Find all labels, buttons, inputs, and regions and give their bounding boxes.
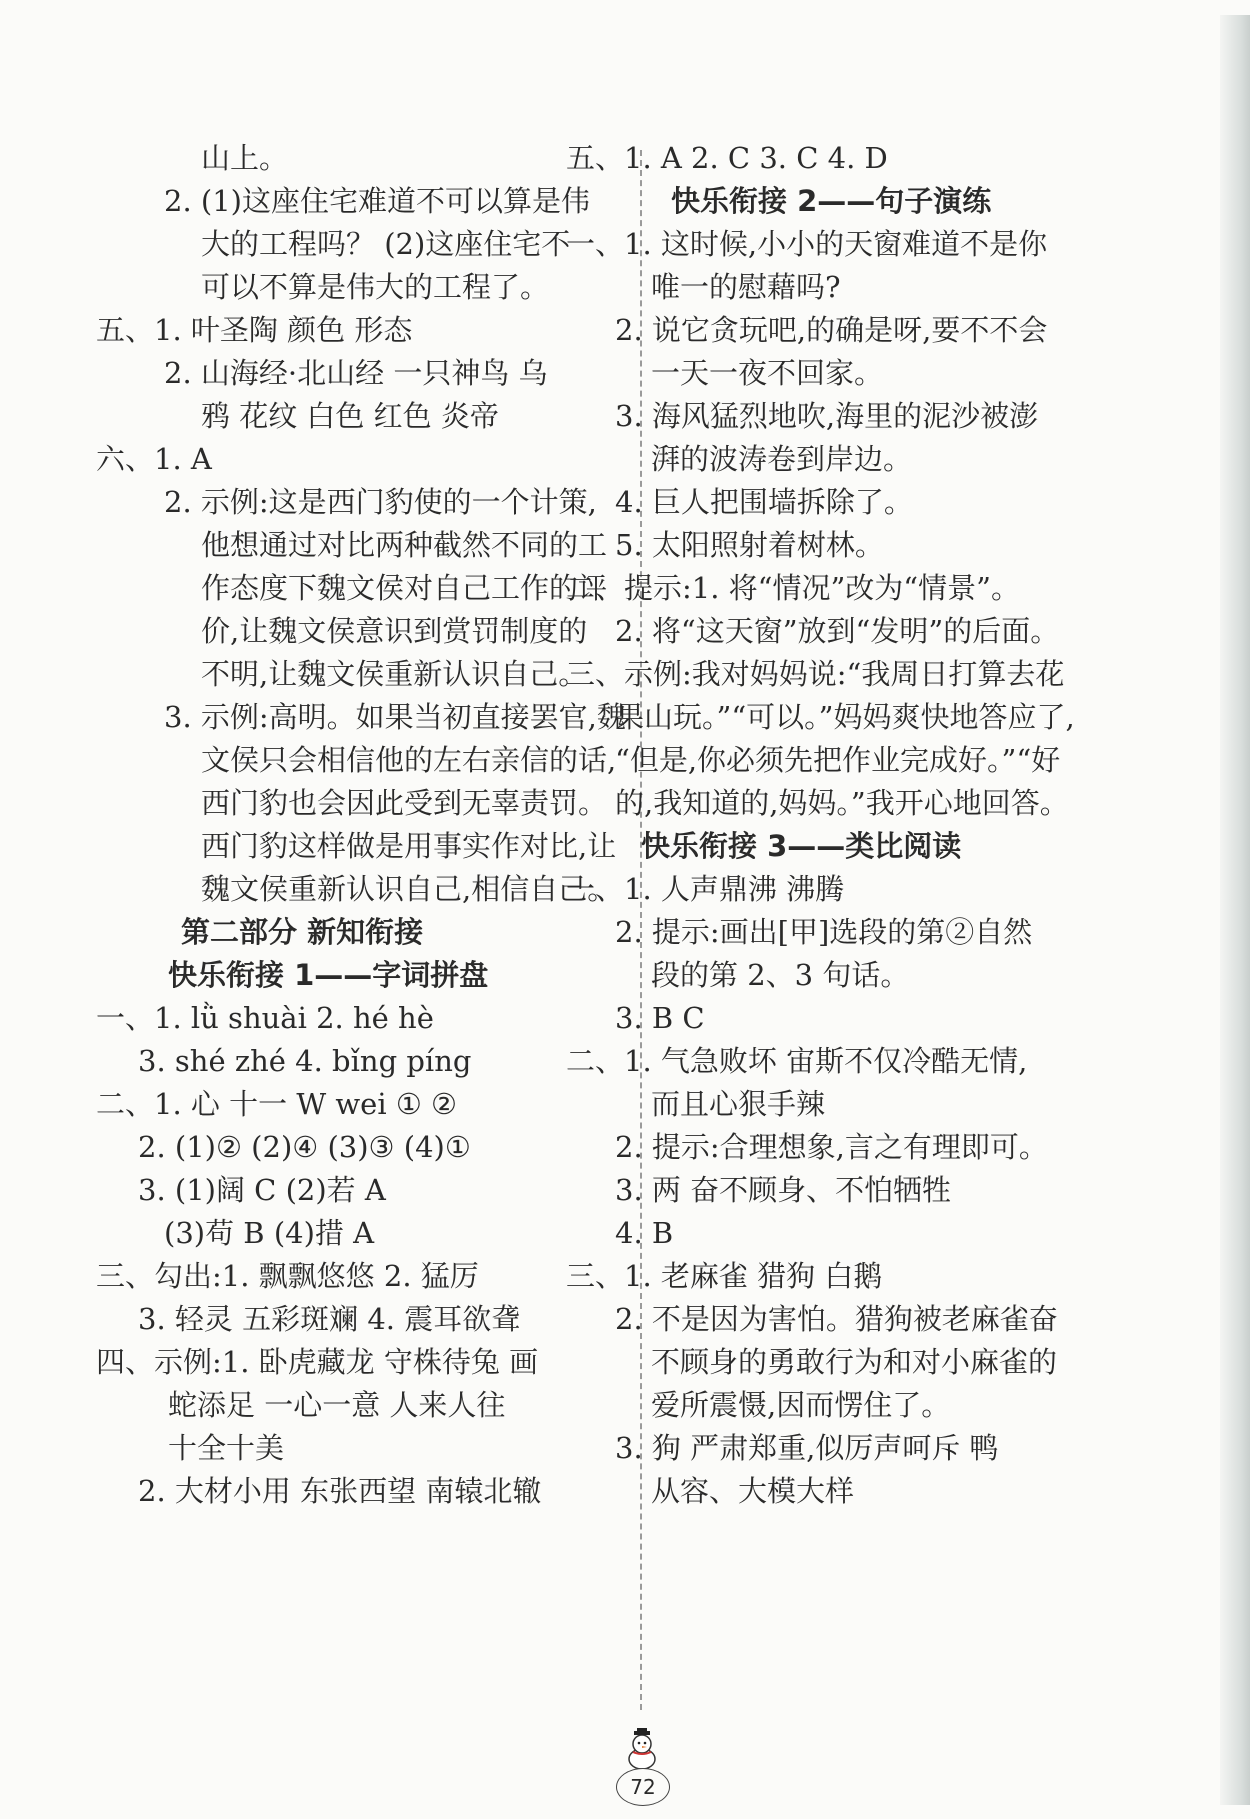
answer-line: 不明,让魏文侯重新认识自己。	[201, 657, 588, 691]
answer-line: 不顾身的勇敢行为和对小麻雀的	[651, 1345, 1058, 1379]
answer-line: 五、1. A 2. C 3. C 4. D	[566, 141, 888, 175]
answer-line: 蛇添足 一心一意 人来人往	[168, 1388, 506, 1422]
answer-line: 2. (1)这座住宅难道不可以算是伟	[164, 184, 590, 218]
answer-line: 三、勾出:1. 飘飘悠悠 2. 猛厉	[96, 1259, 479, 1293]
answer-line: 可以不算是伟大的工程了。	[201, 270, 550, 304]
answer-line: 十全十美	[168, 1431, 285, 1465]
answer-line: “但是,你必须先把作业完成好。”“好	[615, 743, 1061, 777]
answer-line: 3. 示例:高明。如果当初直接罢官,魏	[164, 700, 626, 734]
answer-line: (3)苟 B (4)措 A	[164, 1216, 375, 1250]
answer-line: 西门豹也会因此受到无辜责罚。	[201, 786, 608, 820]
answer-line: 段的第 2、3 句话。	[651, 958, 910, 992]
page-edge-shadow	[1220, 15, 1250, 1805]
answer-line: 二、1. 气急败坏 宙斯不仅冷酷无情,	[566, 1044, 1028, 1078]
answer-line: 西门豹这样做是用事实作对比,让	[201, 829, 617, 863]
answer-line: 唯一的慰藉吗?	[651, 270, 841, 304]
answer-line: 3. (1)阔 C (2)若 A	[138, 1173, 386, 1207]
section-heading: 快乐衔接 1——字词拼盘	[168, 958, 489, 992]
answer-line: 3. B C	[615, 1001, 705, 1035]
answer-line: 5. 太阳照射着树林。	[615, 528, 884, 562]
answer-line: 二、1. 心 十一 W wei ① ②	[96, 1087, 458, 1121]
answer-line: 一、1. lǜ shuài 2. hé hè	[96, 1001, 434, 1035]
answer-line: 果山玩。”“可以。”妈妈爽快地答应了,	[615, 700, 1075, 734]
answer-line: 的,我知道的,妈妈。”我开心地回答。	[615, 786, 1069, 820]
section-heading: 快乐衔接 3——类比阅读	[641, 829, 962, 863]
answer-line: 他想通过对比两种截然不同的工	[201, 528, 608, 562]
answer-line: 3. 海风猛烈地吹,海里的泥沙被澎	[615, 399, 1039, 433]
answer-line: 价,让魏文侯意识到赏罚制度的	[201, 614, 588, 648]
answer-line: 文侯只会相信他的左右亲信的话,	[201, 743, 617, 777]
answer-line: 2. 说它贪玩吧,的确是呀,要不不会	[615, 313, 1048, 347]
answer-line: 一、1. 人声鼎沸 沸腾	[566, 872, 845, 906]
answer-line: 2. (1)② (2)④ (3)③ (4)①	[138, 1130, 471, 1164]
section-heading: 第二部分 新知衔接	[181, 915, 424, 949]
answer-line: 2. 将“这天窗”放到“发明”的后面。	[615, 614, 1060, 648]
answer-line: 五、1. 叶圣陶 颜色 形态	[96, 313, 413, 347]
answer-line: 4. 巨人把围墙拆除了。	[615, 485, 913, 519]
answer-line: 三、示例:我对妈妈说:“我周日打算去花	[566, 657, 1065, 691]
answer-line: 4. B	[615, 1216, 674, 1250]
answer-line: 鸦 花纹 白色 红色 炎帝	[201, 399, 499, 433]
answer-line: 2. 不是因为害怕。猎狗被老麻雀奋	[615, 1302, 1058, 1336]
answer-line: 3. shé zhé 4. bǐng píng	[138, 1044, 472, 1078]
answer-line: 六、1. A	[96, 442, 212, 476]
answer-line: 山上。	[201, 141, 289, 175]
answer-line: 2. 提示:合理想象,言之有理即可。	[615, 1130, 1048, 1164]
answer-line: 而且心狠手辣	[651, 1087, 826, 1121]
answer-line: 3. 两 奋不顾身、不怕牺牲	[615, 1173, 952, 1207]
answer-line: 二、提示:1. 将“情况”改为“情景”。	[566, 571, 1020, 605]
answer-line: 2. 示例:这是西门豹使的一个计策,	[164, 485, 597, 519]
answer-line: 2. 提示:画出[甲]选段的第②自然	[615, 915, 1033, 949]
section-heading: 快乐衔接 2——句子演练	[671, 184, 992, 218]
page-number: 72	[616, 1768, 670, 1806]
answer-line: 作态度下魏文侯对自己工作的评	[201, 571, 608, 605]
answer-line: 3. 轻灵 五彩斑斓 4. 震耳欲聋	[138, 1302, 521, 1336]
answer-line: 魏文侯重新认识自己,相信自己。	[201, 872, 617, 906]
answer-line: 2. 山海经·北山经 一只神鸟 乌	[164, 356, 548, 390]
answer-line: 爱所震慑,因而愣住了。	[651, 1388, 951, 1422]
answer-line: 三、1. 老麻雀 猎狗 白鹅	[566, 1259, 883, 1293]
answer-line: 大的工程吗？ (2)这座住宅不	[201, 227, 571, 261]
answer-line: 一、1. 这时候,小小的天窗难道不是你	[566, 227, 1048, 261]
answer-line: 从容、大模大样	[651, 1474, 855, 1508]
answer-line: 湃的波涛卷到岸边。	[651, 442, 913, 476]
answer-line: 3. 狗 严肃郑重,似厉声呵斥 鸭	[615, 1431, 999, 1465]
answer-line: 2. 大材小用 东张西望 南辕北辙	[138, 1474, 542, 1508]
snowman-icon	[618, 1728, 666, 1772]
answer-line: 四、示例:1. 卧虎藏龙 守株待兔 画	[96, 1345, 539, 1379]
answer-line: 一天一夜不回家。	[651, 356, 884, 390]
